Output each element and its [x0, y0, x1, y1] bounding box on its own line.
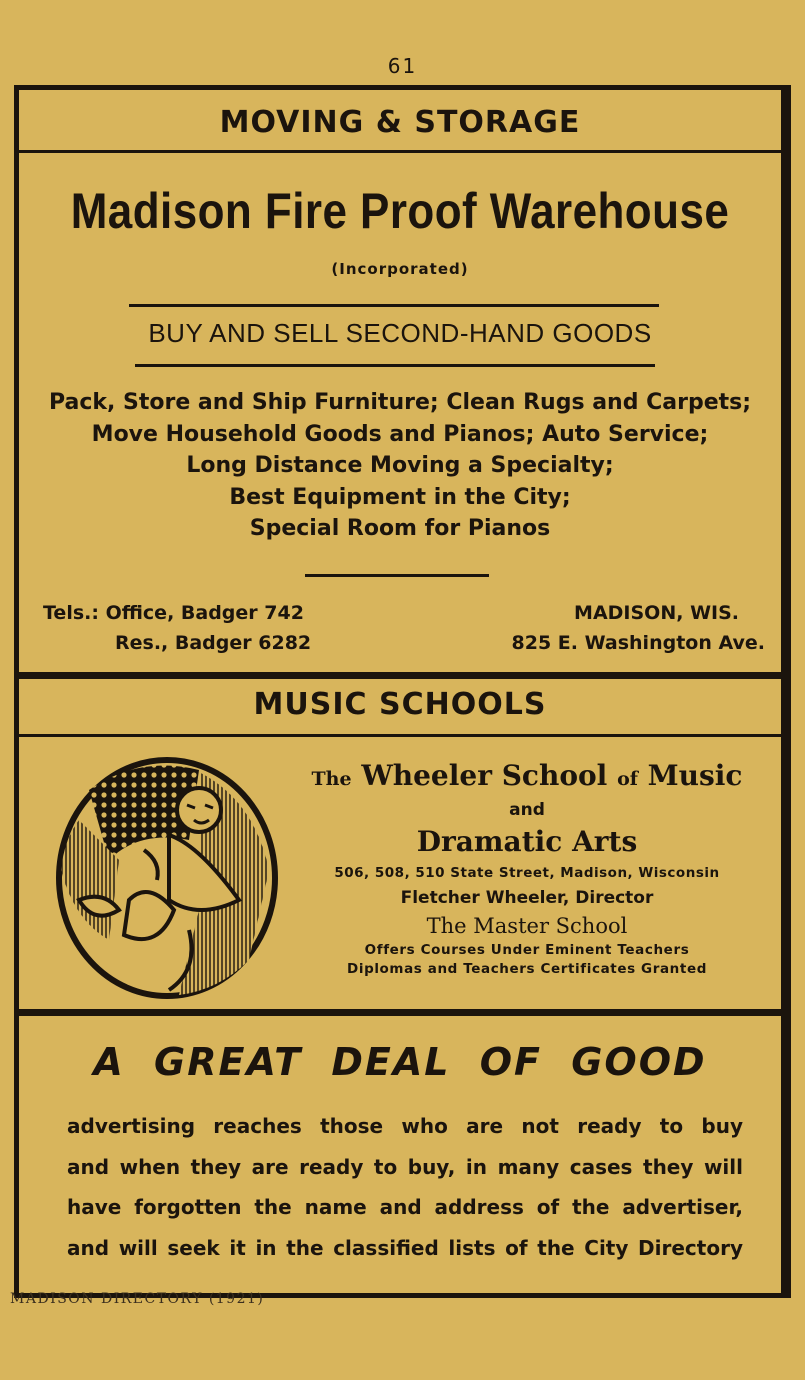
service-line: Pack, Store and Ship Furniture; Clean Rugs and Carpets;: [48, 390, 752, 415]
address-block: [512, 598, 765, 658]
divider: [19, 150, 781, 153]
school-name-part: Music: [647, 759, 743, 792]
city: MADISON, WIS.: [574, 602, 739, 624]
advert-line: have forgotten the name and address of the advertiser,: [67, 1195, 743, 1219]
section-divider: [19, 1009, 781, 1016]
company-name: Madison Fire Proof Warehouse: [70, 183, 730, 239]
section-divider: [19, 672, 781, 679]
school-dramatic-arts: Dramatic Arts: [416, 825, 638, 858]
school-name: [291, 758, 763, 797]
footer-imprint: MADISON DIRECTORY (1921): [10, 1291, 265, 1307]
divider: [135, 364, 655, 367]
service-line: Move Household Goods and Pianos; Auto Service;: [91, 421, 709, 447]
music-school-emblem: [49, 750, 279, 1000]
page-number: 61: [387, 54, 418, 78]
service-line: Long Distance Moving a Specialty;: [186, 453, 614, 478]
school-and: and: [509, 800, 545, 820]
school-name-part: Wheeler School: [361, 759, 608, 792]
section-heading-music-schools: MUSIC SCHOOLS: [253, 687, 547, 722]
advertisement-frame: [14, 85, 791, 1298]
school-motto: The Master School: [426, 914, 628, 938]
advert-line: and when they are ready to buy, in many cases they will: [67, 1154, 743, 1179]
tel-office: Tels.: Office, Badger 742: [43, 602, 304, 624]
section-heading-moving-storage: MOVING & STORAGE: [219, 105, 581, 140]
school-director: Fletcher Wheeler, Director: [400, 888, 654, 908]
tagline: BUY AND SELL SECOND-HAND GOODS: [148, 318, 652, 348]
school-diplomas: Diplomas and Teachers Certificates Granted: [347, 961, 707, 977]
divider: [19, 734, 781, 737]
tel-residence: Res., Badger 6282: [115, 632, 312, 654]
services-list: [19, 387, 781, 545]
incorporated-note: (Incorporated): [331, 260, 469, 278]
advert-headline: A GREAT DEAL OF GOOD: [93, 1040, 707, 1084]
advert-line: and will seek it in the classified lists of the City Directory: [67, 1235, 743, 1260]
service-line: Special Room for Pianos: [249, 516, 551, 541]
service-line: Best Equipment in the City;: [229, 484, 571, 510]
school-name-prefix: The: [311, 768, 352, 790]
school-name-of: of: [617, 768, 638, 790]
advert-line: advertising reaches those who are not ready to buy: [67, 1114, 743, 1138]
divider: [129, 304, 659, 307]
school-offers: Offers Courses Under Eminent Teachers: [364, 942, 690, 958]
wheeler-school-listing: [291, 758, 763, 979]
school-address: 506, 508, 510 State Street, Madison, Wisconsin: [334, 865, 720, 881]
advert-body: [67, 1106, 743, 1268]
street-address: 825 E. Washington Ave.: [511, 632, 765, 654]
divider: [305, 574, 489, 577]
telephone-block: [43, 598, 311, 658]
